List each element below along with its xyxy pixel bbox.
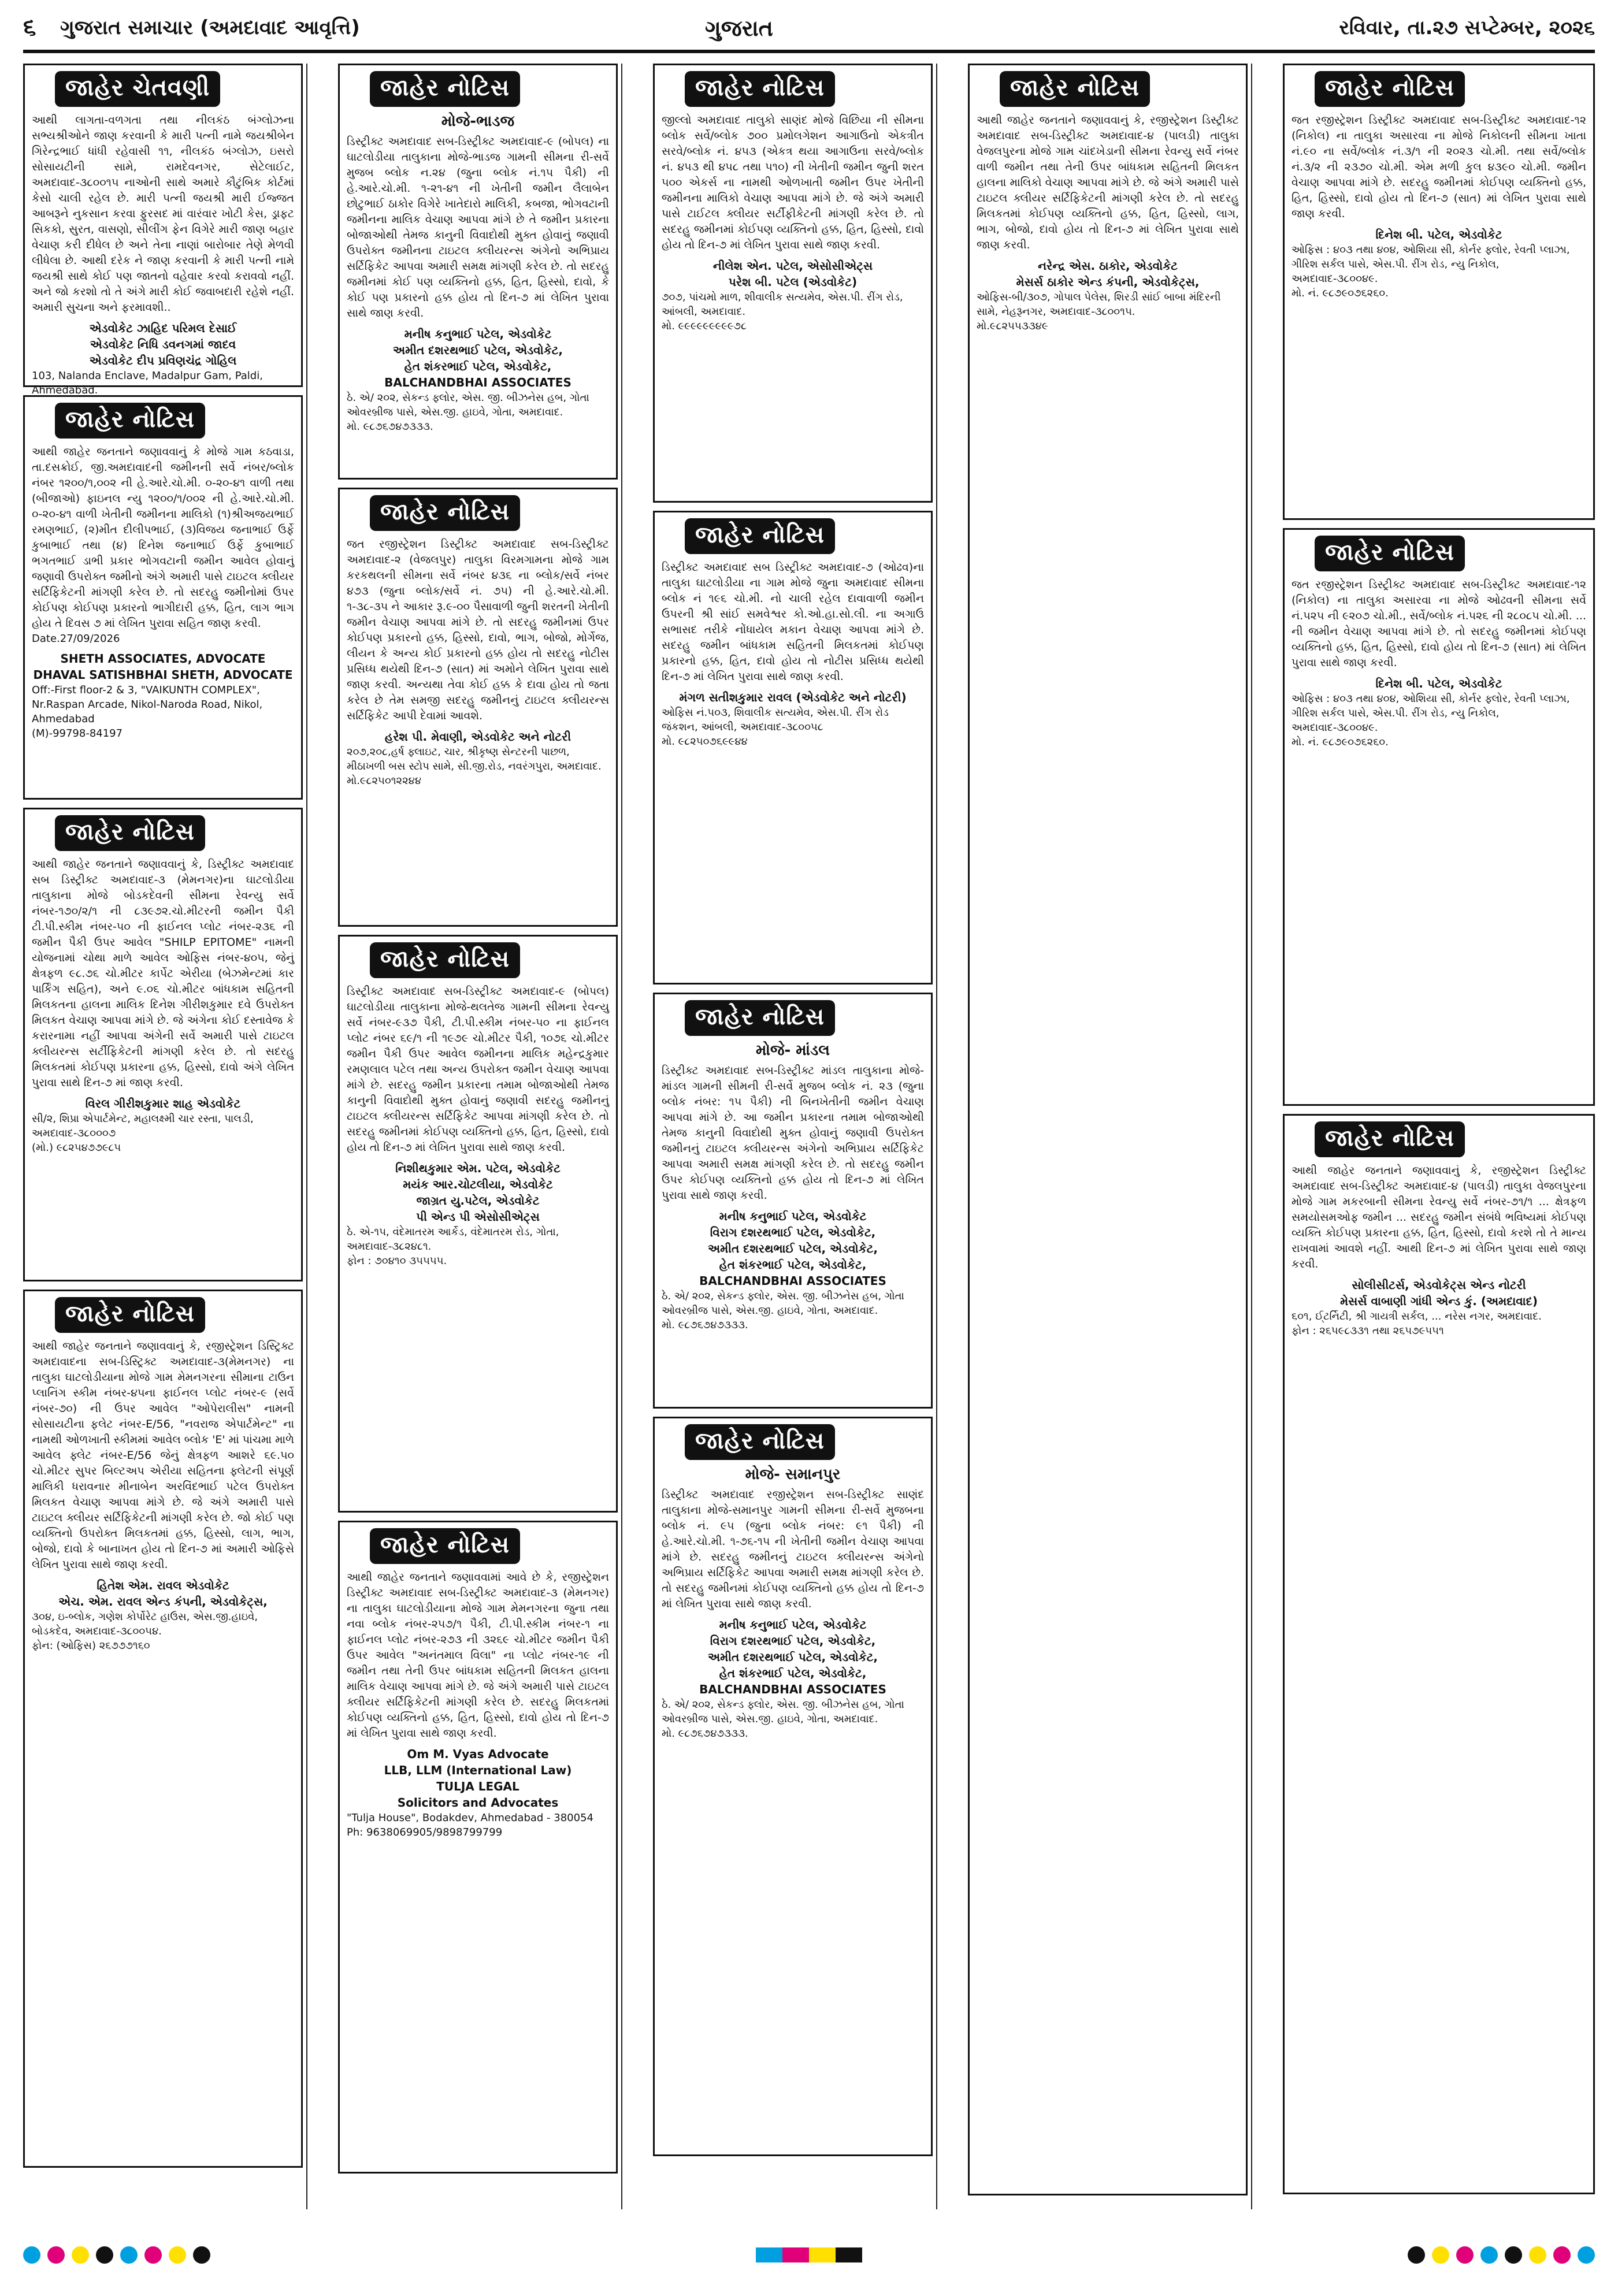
notice-body: જીલ્લો અમદાવાદ તાલુકો સાણંદ મોજે વિછિયા ની સીમના બ્લોક સર્વે/બ્લોક ૭૦૦ પ્રમોલગેશન આગાઉનો એકત્રીત સરવે/બ્લોક નં. ૪૫૩ (એકત્ર થયા આગાઉના સરવે/બ્લોક નં. ૪૫૩ થી ૪૫૮ તથા ૫૧૦) ની ખેતીની જમીન જુની શરત ૫૦૦ એકર્સ ના નામથી ઓળખાતી જમીન ઉપર ખેતીની જમીનના માલિકો વેચાણ આપવા માંગે છે. જે અંગે અમારી પાસે ટાઈટલ ક્લીયર સર્ટીફીકેટની માંગણી કરેલ છે. તો સદરહુ જમીનમાં કોઈપણ વ્યક્તિનો હક્ક, હિત, હિસ્સો, દાવો હોય તો દિન-૭ માં લેખિત પુરાવા સાથે જાણ કરવી. <box>662 114 924 251</box>
notice-signature: મનીષ કનુભાઈ પટેલ, એડવોકેટ વિરાગ દશરથભાઈ પટેલ, એડવોકેટ, અમીત દશરથભાઈ પટેલ, એડવોકેટ, હેત શંકરભાઈ પટેલ, એડવોકેટ, BALCHANDBHAI ASSOCIATES <box>699 1617 886 1696</box>
registration-dots-right <box>1408 2246 1595 2264</box>
column-3 <box>653 64 933 2209</box>
notice-body: આથી જાહેર જનતાને જણાવવામાં આવે છે કે, રજીસ્ટ્રેશન ડિસ્ટ્રીક્ટ અમદાવાદ સબ-ડિસ્ટ્રીક્ટ અમદાવાદ-૩ (મેમનગર) ના તાલુકા ઘાટલોડીયાના મોજે ગામ મેમનગરના જુના તથા નવા બ્લોક નંબર-૨૫૭/૧ પૈકી, ટી.પી.સ્કીમ નંબર-૧ ના ફાઈનલ પ્લોટ નંબર-૨૭૩ ની ૩૨૬૯ ચો.મીટર જમીન પૈકી ઉપર આવેલ "અનંતમાલ વિલા" ના પ્લોટ નંબર-૧૯ ની જમીન તથા તેની ઉપર બાંધકામ સહિતની મિલકત હાલના માલિક વેચાણ આપવા માંગે છે. જે અંગે અમારી પાસે ટાઇટલ ક્લીયર સર્ટિફિકેટની માંગણી કરેલ છે. સદરહુ મિલકતમાં કોઈપણ વ્યક્તિનો હક્ક, હિત, હિસ્સો, દાવો હોય તો દિન-૭ માં લેખિત પુરાવા સાથે જાણ કરવી. <box>347 1571 609 1740</box>
public-notice <box>653 1417 933 2156</box>
notice-address: ઓફિસ-બી/૩૦૭, ગોપાલ પેલેસ, શિરડી સાંઈ બાબા મંદિરની સામે, નેહરૂનગર, અમદાવાદ-૩૮૦૦૧૫. મો.૯૮૨૫૫૩૩૪૯ <box>977 291 1221 333</box>
notice-banner: જાહેર નોટિસ <box>55 403 205 439</box>
column-divider <box>936 64 937 2209</box>
header-rule <box>23 50 1595 53</box>
public-notice <box>968 64 1248 2195</box>
masthead <box>23 10 1595 45</box>
notice-banner: જાહેર નોટિસ <box>1315 71 1465 107</box>
column-divider <box>306 64 307 2209</box>
notice-signature: નરેન્દ્ર એસ. ઠાકોર, એડવોકેટ મેસર્સ ઠાકોર એન્ડ કંપની, એડવોકેટ્સ, <box>1016 258 1200 289</box>
column-1 <box>23 64 303 2209</box>
public-notice <box>1283 64 1595 520</box>
print-registration-marks <box>23 2238 1595 2273</box>
notice-address: "Tulja House", Bodakdev, Ahmedabad - 380054 Ph: 9638069905/9898799799 <box>347 1811 593 1838</box>
notice-banner: જાહેર નોટિસ <box>370 1528 520 1564</box>
column-5 <box>1283 64 1595 2209</box>
notice-signature: Om M. Vyas Advocate LLB, LLM (International Law) TULJA LEGAL Solicitors and Advocates <box>384 1747 572 1810</box>
notice-address: ઓફિસ : ૪૦૩ તથા ૪૦૪, ઓશિયા સી, કોર્નર ફ્લોર, રેવતી પ્લાઝા, ગીરિશ સર્કલ પાસે, એસ.પી. રીંગ રોડ, ન્યુ નિકોલ, અમદાવાદ-૩૮૦૦૪૯. મો. નં. ૯૮૭૯૦૭૬૨૬૦. <box>1292 692 1570 749</box>
public-notice <box>23 808 303 1281</box>
notice-banner: જાહેર નોટિસ <box>55 1297 205 1333</box>
notice-address: ૩૦૪, ઇ-બ્લોક, ગણેશ કોર્પોરેટ હાઉસ, એસ.જી.હાઇવે, બોડકદેવ, અમદાવાદ-૩૮૦૦૫૪. ફોન: (ઓફિસ) ૨૬૭૭૭૧૬૦ <box>32 1610 258 1652</box>
notice-banner: જાહેર નોટિસ <box>685 71 835 107</box>
notice-address: સી/૨, શિપ્રા એપાર્ટમેન્ટ, મહાલક્ષ્મી ચાર રસ્તા, પાલડી, અમદાવાદ-૩૮૦૦૦૭ (મો.) ૯૮૨૫૪૭૭૯૮૫ <box>32 1112 254 1154</box>
notice-body: આથી જાહેર જનતાને જણાવવાનું કે, ડિસ્ટ્રીક્ટ અમદાવાદ સબ ડિસ્ટ્રીક્ટ અમદાવાદ-૩ (મેમનગર)ના ઘાટલોડીયા તાલુકાના મોજે બોડકદેવની સીમના રેવન્યુ સર્વે નંબર-૧૭૦/૨/૧ ની ૮૩૯૭૨.ચો.મીટરની જમીન પૈકી ટી.પી.સ્કીમ નંબર-૫૦ ની ફાઈનલ પ્લોટ નંબર-૨૩૬ ની જમીન પૈકી ઉપર આવેલ "SHILP EPITOME" નામની યોજનામાં ચોથા માળે આવેલ ઓફિસ નંબર-૪૦૫, જેનું ક્ષેત્રફળ ૯૮.૭૬ ચો.મીટર કાર્પેટ એરીયા (બેઝમેન્ટમાં કાર પાર્કિંગ સહિત), અને ૯.૦૬ ચો.મીટર બાંધકામ સહિતની મિલકતના હાલના માલિક દિનેશ ગીરીશકુમાર દવે ઉપરોક્ત મિલકત વેચાણ આપવા માંગે છે. જે અંગેના કોઈ દસ્તાવેજ કે કરારનામા નહીં આપવા અંગેની સર્વે અમારી પાસે ટાઇટલ ક્લીયરન્સ સર્ટીફિકેટની માંગણી કરેલ છે. તો સદરહુ મિલકતમાં કોઈપણ પ્રકારના હક્ક, હિસ્સો, દાવો અંગે લેખિત પુરાવા સાથે દિન-૭ માં જાણ કરવી. <box>32 858 294 1089</box>
notice-body: ડિસ્ટ્રીક્ટ અમદાવાદ સબ-ડિસ્ટ્રીક્ટ માંડલ તાલુકાના મોજે- માંડલ ગામની સીમની રી-સર્વે મુજબ બ્લોક નં. ૨૩ (જુના બ્લોક નંબર: ૧૫ પૈકી) ની બિનખેતીની જમીન વેચાણ આપવા માંગે છે. આ જમીન પ્રકારના તમામ બોજાઓથી તેમજ કાનુની વિવાદોથી મુક્ત હોવાનું જણાવી ઉપરોક્ત જમીનનું ટાઇટલ ક્લીયરન્સ અંગેનો અભિપ્રાય સર્ટિફિકેટ આપવા અમારી સમક્ષ માંગણી કરેલ છે. તો સદરહુ જમીન ઉપર કોઈપણ વ્યક્તિનો હક્ક હોય તો દિન-૭ માં લેખિત પુરાવા સાથે જાણ કરવી. <box>662 1064 924 1202</box>
notice-body: ડિસ્ટ્રીક્ટ અમદાવાદ રજીસ્ટ્રેશન સબ-ડિસ્ટ્રીક્ટ સાણંદ તાલુકાના મોજે-સમાનપુર ગામની સીમના રી-સર્વે મુજબના બ્લોક નં. ૯૫ (જુના બ્લોક નંબર: ૯૧ પૈકી) ની હે.આરે.ચો.મી. ૧-૭૬-૧૫ ની ખેતીની જમીન વેચાણ આપવા માંગે છે. સદરહુ જમીનનું ટાઇટલ ક્લીયરન્સ અંગેનો અભિપ્રાય સર્ટિફિકેટ આપવા અમારી સમક્ષ માંગણી કરેલ છે. તો સદરહુ જમીનમાં કોઈપણ વ્યક્તિનો હક્ક હોય તો દિન-૭ માં લેખિત પુરાવા સાથે જાણ કરવી. <box>662 1488 924 1610</box>
column-4 <box>968 64 1248 2209</box>
notice-banner: જાહેર નોટિસ <box>685 1000 835 1036</box>
notice-body: આથી લાગતા-વળગતા તથા નીલકંઠ બંગ્લોઝના સભ્યશ્રીઓને જાણ કરવાની કે મારી પત્ની નામે જયશ્રીબેન ગિરેન્દ્રભાઈ ધાંધી રહેવાસી ૧૧, નીલકંઠ બંગ્લોઝ, ઇસરો સોસાયટીની સામે, રામદેવનગર, સેટેલાઈટ, અમદાવાદ-૩૮૦૦૧૫ નાઓની સાથે અમારે કૌટુંબિક કોર્ટમાં કેસો ચાલી રહેલ છે. મારી પત્ની જયશ્રી મારી ઈજ્જત આબરૂને નુકસાન કરવા ફુરસદ માં વારંવાર ખોટી કેસ, ડ્રાફટ સિકકો, સુરત, વાસણો, સીલીંગ ફેન વિગેરે મારી જાણ બહાર વેચાણ કરી દીધેલ છે અને તેના નાણાં બારોબાર તેણે મેળવી લીધેલા છે. આથી દરેક ને જાણ કરવાની કે મારી પત્ની નામે જયશ્રી સાથે કોઈ પણ જાતનો વહેવાર કરવો કરાવવો નહીં. અને જો કરશો તો તે અંગે મારી કોઈ જવાબદારી રહેશે નહીં. અમારી સુચના અને ફરમાવશી.. <box>32 114 294 314</box>
public-notice <box>338 1521 618 2174</box>
notice-body: આથી જાહેર જનતાને જણાવવાનું કે, રજીસ્ટ્રેશન ડિસ્ટ્રિક્ટ અમદાવાદના સબ-ડિસ્ટ્રિક્ટ અમદાવાદ-૩(મેમનગર) ના તાલુકા ઘાટલોડીયાના મોજે ગામ મેમનગરના સીમાના ટાઉન પ્લાનિંગ સ્કીમ નંબર-૪૫ના ફાઈનલ પ્લોટ નંબર-૯ (સર્વે નંબર-૭૦) ની ઉપર આવેલ "ઓપેરાલીસ" નામની સોસાયટીના ફલેટ નંબર-E/56, "નવરાજ એપાર્ટમેન્ટ" ના નામથી ઓળખાતી સ્કીમમાં આવેલ બ્લોક 'E' માં પાંચમા માળે આવેલ ફ્લેટ નંબર-E/56 જેનું ક્ષેત્રફળ આશરે ૬૯.૫૦ ચો.મીટર સુપર બિલ્ટઅપ એરીયા સહિતના ફ્લેટની સંપૂર્ણ માલિકી ધરાવનાર મીનાબેન અરવિંદભાઈ પટેલ ઉપરોક્ત મિલકત વેચાણ આપવા માંગે છે. જે અંગે અમારી પાસે ટાઇટલ ક્લીયર સર્ટિફિકેટની માંગણી કરેલ છે. જો કોઈ પણ વ્યક્તિનો ઉપરોક્ત મિલકતમાં હક્ક, હિસ્સો, લાગ, ભાગ, બોજો, દાવો કે બાનાખત હોય તો દિન-૭ માં અમારી ઓફિસે લેખિત પુરાવા સાથે જાણ કરવી. <box>32 1340 294 1571</box>
notice-body: ડિસ્ટ્રીક્ટ અમદાવાદ સબ-ડિસ્ટ્રીક્ટ અમદાવાદ-૯ (બોપલ) ના ઘાટલોડીયા તાલુકાના મોજે-ભાડજ ગામની સીમના રી-સર્વે મુજબ બ્લોક ન.૨૪ (જુના બ્લોક નં.૧૫ પૈકી) ની હે.આરે.ચો.મી. ૧-૨૧-૪૧ ની ખેતીની જમીન લૈલાબેન છોટુભાઈ ઠાકોર વિગેરે ખાતેદારો માલિકી, કબજા, ભોગવટાની જમીનના માલિક વેચાણ આપવા માંગે છે તે જમીન પ્રકારના બોજાઓથી તેમજ કાનુની વિવાદોથી મુક્ત હોવાનું જણાવી ઉપરોક્ત જમીનના ટાઇટલ ક્લીયરન્સ અંગેનો અભિપ્રાય સર્ટિફિકેટ આપવા અમારી સમક્ષ માંગણી કરેલ છે. તો સદરહુ જમીનમાં કોઈ પણ વ્યક્તિનો હક્ક, હિત, હિસ્સો, દાવો, કે કોઈ પણ પ્રકારનો હક્ક હોય તો દિન-૭ માં લેખિત પુરાવા સાથે જાણ કરવી. <box>347 135 609 319</box>
notice-banner: જાહેર નોટિસ <box>685 1424 835 1460</box>
notice-signature: હિતેશ એમ. રાવલ એડવોકેટ એચ. એમ. રાવલ એન્ડ કંપની, એડવોકેટ્સ, <box>58 1578 268 1608</box>
notice-subhead: મોજે- સમાનપુર <box>745 1466 841 1483</box>
public-notice <box>338 935 618 1513</box>
notice-address: 103, Nalanda Enclave, Madalpur Gam, Paldi, Ahmedabad. <box>32 369 263 396</box>
notice-signature: મનીષ કનુભાઈ પટેલ, એડવોકેટ વિરાગ દશરથભાઈ પટેલ, એડવોકેટ, અમીત દશરથભાઈ પટેલ, એડવોકેટ, હેત શંકરભાઈ પટેલ, એડવોકેટ, BALCHANDBHAI ASSOCIATES <box>699 1209 886 1288</box>
notice-signature: સોલીસીટર્સ, એડવોકેટ્સ એન્ડ નોટરી મેસર્સ વાબાણી ગાંધી એન્ડ કું. (અમદાવાદ) <box>1340 1277 1538 1308</box>
notice-address: ઠે. એ/ ૨૦૨, સેકન્ડ ફ્લોર, એસ. જી. બીઝનેસ હબ, ગોતા ઓવરબ્રીજ પાસે, એસ.જી. હાઇવે, ગોતા, અમદાવાદ. મો. ૯૮૭૬૭૪૭૩૩૩. <box>662 1698 904 1740</box>
notice-banner: જાહેર નોટિસ <box>370 495 520 531</box>
column-divider <box>621 64 622 2209</box>
public-notice <box>653 993 933 1409</box>
notice-banner: જાહેર નોટિસ <box>1000 71 1150 107</box>
notice-address: ઠે. એ/ ૨૦૨, સેકન્ડ ફ્લોર, એસ. જી. બીઝનેસ હબ, ગોતા ઓવરબ્રીજ પાસે, એસ.જી. હાઇવે, ગોતા, અમદાવાદ. મો. ૯૮૭૬૭૪૭૩૩૩. <box>347 391 589 433</box>
notice-subhead: મોજે- માંડલ <box>756 1042 830 1059</box>
notice-subhead: મોજે-ભાડજ <box>441 113 515 130</box>
notice-signature: દિનેશ બી. પટેલ, એડવોકેટ <box>1375 676 1502 690</box>
notice-signature: વિરલ ગીરીશકુમાર શાહ એડવોકેટ <box>85 1096 241 1110</box>
notice-date: Date.27/09/2026 <box>32 632 120 645</box>
registration-dots-left <box>23 2246 210 2264</box>
page-number: ૬ <box>23 14 36 40</box>
notice-signature: નીલેશ એન. પટેલ, એસોસીએટ્સ પરેશ બી. પટેલ (એડવોકેટ) <box>712 258 873 289</box>
notice-address: ઓફિસ નં.૫૦૩, શિવાલીક સત્યમેવ, એસ.પી. રીંગ રોડ જંકશન, આંબલી, અમદાવાદ-૩૮૦૦૫૮ મો. ૯૮૨૫૦૭૬૯૯૪૪ <box>662 706 889 748</box>
notice-banner: જાહેર નોટિસ <box>370 942 520 978</box>
notice-body: ડિસ્ટ્રીક્ટ અમદાવાદ સબ ડિસ્ટ્રીક્ટ અમદાવાદ-૭ (ઓઢવ)ના તાલુકા ઘાટલોડીયા ના ગામ મોજે જુના અમદાવાદ સીમના બ્લોક નં ૧૯૬ ચો.મી. નો ચાલી રહેલ દાવાવાળી જમીન ઉપરની શ્રી સાંઈ સમવેશ્વર કો.ઓ.હા.સો.લી. ના અગાઉ સભાસદ તરીકે નોંધાયેલ મકાન વેચાણ આપવા માંગે છે. સદરહુ જમીન બાંધકામ સહિતની મિલકતમાં કોઈપણ પ્રકારનો હક્ક, હિત, દાવો હોય તો નોટીસ પ્રસિધ્ધ થયેથી દિન-૭ માં લેખિત પુરાવા સાથે જાણ કરવી. <box>662 561 924 683</box>
notice-banner: જાહેર નોટિસ <box>370 71 520 107</box>
notice-body: આથી જાહેર જનતાને જણાવવાનું કે, રજીસ્ટ્રેશન ડિસ્ટ્રીક્ટ અમદાવાદ સબ-ડિસ્ટ્રીક્ટ અમદાવાદ-૪ (પાલડી) તાલુકા વેજલપુરના મોજે ગામ મકરબાની સીમના રેવન્યુ સર્વે નંબર-૭૧/૧ ... ક્ષેત્રફળ સમયોસમઓફ જમીન ... સદરહુ જમીન સંબંધે ભવિષ્યમાં કોઈપણ વ્યક્તિ કોઈપણ પ્રકારના હક્ક, હિત, હિસ્સો, દાવો કરશે તો તે માન્ય રાખવામાં આવશે નહીં. આથી દિન-૭ માં લેખિત પુરાવા સાથે જાણ કરવી. <box>1292 1164 1586 1270</box>
notice-body: જત રજીસ્ટ્રેશન ડિસ્ટ્રીક્ટ અમદાવાદ સબ-ડિસ્ટ્રીક્ટ અમદાવાદ-૧૨ (નિકોલ) ના તાલુકા અસારવા ના મોજે નિકોલની સીમના ખાતા નં.૯૦ ના સર્વે/બ્લોક નં.૩/૧ ની ૨૦૨૩ ચો.મી. તથા સર્વે/બ્લોક નં.૩/૨ ની ૨૩૭૦ ચો.મી. એમ મળી કુલ ૪૩૯૦ ચો.મી. જમીન વેચાણ આપવા માંગે છે. સદરહુ જમીનમાં કોઈપણ વ્યક્તિનો હક્ક, હિત, હિસ્સો, દાવો હોય તો દિન-૭ (સાત) માં લેખિત પુરાવા સાથે જાણ કરવી. <box>1292 114 1586 220</box>
notice-body: જત રજીસ્ટ્રેશન ડિસ્ટ્રીક્ટ અમદાવાદ સબ-ડિસ્ટ્રીક્ટ અમદાવાદ-૨ (વેજલપુર) તાલુકા વિરમગામના મોજે ગામ કરકથલની સીમના સર્વે નંબર ૪૩૬ ના બ્લોક/સર્વે નંબર ૪૭૩ (જુના બ્લોક/સર્વે નં. ૭૫) ની હે.આરે.ચો.મી. ૧-૩૮-૩૫ ને આકાર રૂ.૯-૦૦ પૈસાવાળી જુની શરતની ખેતીની જમીન વેચાણ આપવા માંગે છે. તો સદરહુ જમીનમાં ઉપર કોઈપણ પ્રકારનો હક્ક, હિસ્સો, દાવો, ભાગ, બોજો, મોર્ગેજ, લીયન કે અન્ય કોઈ પ્રકારનો હક્ક હોય તો સદરહુ નોટીસ પ્રસિધ્ધ થયેથી દિન-૭ (સાત) માં અમોને લેખિત પુરાવા સાથે જાણ કરવી. અન્યથા તેવા કોઈ હક્ક કે દાવા હોય તો જતા કરેલ છે તેમ સમજી સદરહુ જમીનનું ટાઇટલ ક્લીયરન્સ સર્ટિફિકેટ આપી દેવામાં આવશે. <box>347 538 609 722</box>
notice-banner: જાહેર નોટિસ <box>1315 1121 1465 1157</box>
notice-banner: જાહેર નોટિસ <box>1315 536 1465 571</box>
notice-signature: એડવોકેટ ઝાહિદ પરિમલ દેસાઈ એડવોકેટ નિધિ ડવનગમાં જાદવ એડવોકેટ દીપ પ્રવિણચંદ્ર ગોહિલ <box>89 321 237 367</box>
notice-signature: મનીષ કનુભાઈ પટેલ, એડવોકેટ અમીત દશરથભાઈ પટેલ, એડવોકેટ, હેત શંકરભાઈ પટેલ, એડવોકેટ, BALCHANDBHAI ASSOCIATES <box>384 326 572 389</box>
notice-body: આથી જાહેર જનતાને જણાવવાનું કે મોજે ગામ કઠવાડા, તા.દસક્રોઈ, જી.અમદાવાદની જમીનની સર્વે નંબર/બ્લોક નંબર ૧૨૦૦/૧,૦૦૨ ની હે.આરે.ચો.મી. ૦-૨૦-૪૧ વાળી તથા (બીજાઓ) ફાઇનલ ન્યુ ૧૨૦૦/૧/૦૦૨ ની હે.આરે.ચો.મી. ૦-૨૦-૪૧ વાળી ખેતીની જમીનના માલિકો (૧)શ્રીઅજયભાઈ રમણભાઈ, (૨)મીત દીલીપભાઈ, (૩)વિજય જનાભાઈ ઉર્ફે કુબાભાઈ તથા (૪) દિનેશ જનાભાઈ ઉર્ફે કુબાભાઈ ભગતભાઈ ડાભી પ્રકાર ભોગવટાની જમીન આવેલ હોવાનું જણાવી ઉપરોક્ત જમીનો અંગે અમારી પાસે ટાઇટલ ક્લીયર સર્ટિફિકેટની માંગણી કરેલ છે. તો સદરહુ જમીનોમાં ઉપર કોઈપણ કોઈપણ પ્રકારનો ભાગીદારી હક્ક, હિત, લાગ ભાગ હોય તે દિવસ ૭ માં લેખિત પુરાવા સહિત જાણ કરવી. <box>32 445 294 630</box>
notice-signature: દિનેશ બી. પટેલ, એડવોકેટ <box>1375 227 1502 242</box>
public-notice <box>653 64 933 503</box>
public-notice <box>338 64 618 480</box>
color-bar <box>756 2247 862 2262</box>
notice-address: ઠે. એ/ ૨૦૨, સેકન્ડ ફ્લોર, એસ. જી. બીઝનેસ હબ, ગોતા ઓવરબ્રીજ પાસે, એસ.જી. હાઇવે, ગોતા, અમદાવાદ. મો. ૯૮૭૬૭૪૭૩૩૩. <box>662 1290 904 1332</box>
notice-banner: જાહેર ચેતવણી <box>55 71 220 107</box>
notice-signature: હરેશ પી. મેવાણી, એડવોકેટ અને નોટરી <box>384 729 572 744</box>
column-2 <box>338 64 618 2209</box>
notice-body: આથી જાહેર જનતાને જણાવવાનું કે, રજીસ્ટ્રેશન ડિસ્ટ્રીક્ટ અમદાવાદ સબ-ડિસ્ટ્રીક્ટ અમદાવાદ-૪ (પાલડી) તાલુકા વેજલપુરના મોજે ગામ ચાંદખેડાની સીમના રેવન્યુ સર્વે નંબર વાળી જમીન તથા તેની ઉપર બાંધકામ સહિતની મિલકત હાલના માલિકો વેચાણ આપવા માંગે છે. જે અંગે અમારી પાસે ટાઇટલ ક્લીયર સર્ટિફિકેટની માંગણી કરેલ છે. તો સદરહુ મિલકતમાં કોઈપણ વ્યક્તિનો હક્ક, હિત, હિસ્સો, લાગ, ભાગ, બોજો, દાવો હોય તો દિન-૭ માં લેખિત પુરાવા સાથે જાણ કરવી. <box>977 114 1239 251</box>
notice-address: ૬૦૧, ઈ્ટર્નિટી, શ્રી ગાયત્રી સર્કલ, ... નરેસ નગર, અમદાવાદ. ફોન : ૨૬૫૯૮૩૩૧ તથા ૨૬૫૭૯૫૫૧ <box>1292 1310 1542 1337</box>
notice-address: Off:-First floor-2 & 3, "VAIKUNTH COMPLEX", Nr.Raspan Arcade, Nikol-Naroda Road, Nikol, Ahmedabad (M)-99798-84197 <box>32 683 263 740</box>
column-divider <box>1251 64 1252 2209</box>
notice-body: જત રજીસ્ટ્રેશન ડિસ્ટ્રીક્ટ અમદાવાદ સબ-ડિસ્ટ્રીક્ટ અમદાવાદ-૧૨ (નિકોલ) ના તાલુકા અસારવા ના મોજે ઓઢવની સીમના સર્વે નં.૫૨૫ ની ૯૨૦૭ ચો.મી., સર્વે/બ્લોક નં.૫૨૬ ની ૨૮૦૮૫ ચો.મી. ... ની જમીન વેચાણ આપવા માંગે છે. તો સદરહુ જમીનમાં કોઈપણ વ્યક્તિનો હક્ક, હિત, હિસ્સો, દાવો હોય તો દિન-૭ (સાત) માં લેખિત પુરાવા સાથે જાણ કરવી. <box>1292 578 1586 669</box>
notice-banner: જાહેર નોટિસ <box>685 518 835 554</box>
notice-address: ૨૦૭,૨૦૮,હર્ષ ફ્લાઇટ, ચાર, શ્રીકૃષ્ણ સેન્ટરની પાછળ, મીઠાખળી બસ સ્ટોપ સામે, સી.જી.રોડ, નવરંગપુરા, અમદાવાદ. મો.૯૮૨૫૦૧૨૨૪૪ <box>347 745 602 787</box>
public-notice <box>23 395 303 800</box>
public-warning-notice <box>23 64 303 396</box>
notice-signature: SHETH ASSOCIATES, ADVOCATE DHAVAL SATISHBHAI SHETH, ADVOCATE <box>33 651 293 682</box>
public-notice <box>653 511 933 984</box>
notice-body: ડિસ્ટ્રીક્ટ અમદાવાદ સબ-ડિસ્ટ્રીક્ટ અમદાવાદ-૯ (બોપલ) ઘાટલોડીયા તાલુકાના મોજે-થલતેજ ગામની સીમના રેવન્યુ સર્વે નંબર-૯૩૭ પૈકી, ટી.પી.સ્કીમ નંબર-૫૦ ના ફાઈનલ પ્લોટ નંબર ૬૯/૧ ની ૧૯૭૯ ચો.મીટર પૈકી, ૧૦૭૬ ચો.મીટર જમીન પૈકી ઉપર આવેલ જમીનના માલિક મહેન્દ્રકુમાર રમણલાલ પટેલ તથા અન્ય ઉપરોક્ત જમીન વેચાણ આપવા માંગે છે. સદરહુ જમીન પ્રકારના તમામ બોજાઓથી તેમજ કાનુની વિવાદોથી મુક્ત હોવાનું જણાવી સદરહુ જમીનનું ટાઇટલ ક્લીયરન્સ સર્ટિફિકેટ આપવા માંગણી કરેલ છે. તો સદરહુ જમીનમાં કોઈપણ વ્યક્તિનો હક્ક, હિત, હિસ્સો, દાવો હોય તો દિન-૭ માં લેખિત પુરાવા સાથે જાણ કરવી. <box>347 985 609 1154</box>
notice-signature: નિશીથકુમાર એમ. પટેલ, એડવોકેટ મયંક આર.ચોટલીયા, એડવોકેટ જાગ્રત યુ.પટેલ, એડવોકેટ પી એન્ડ પી એસોસીએટ્સ <box>395 1161 561 1224</box>
notice-address: ઓફિસ : ૪૦૩ તથા ૪૦૪, ઓશિયા સી, કોર્નર ફ્લોર, રેવતી પ્લાઝા, ગીરિશ સર્કલ પાસે, એસ.પી. રીંગ રોડ, ન્યુ નિકોલ, અમદાવાદ-૩૮૦૦૪૯. મો. નં. ૯૮૭૯૦૭૬૨૬૦. <box>1292 243 1570 300</box>
notice-signature: મંગળ સતીશકુમાર રાવલ (એડવોકેટ અને નોટરી) <box>679 690 907 704</box>
newspaper-name: ગુજરાત સમાચાર (અમદાવાદ આવૃત્તિ) <box>60 16 360 39</box>
public-notice <box>1283 1114 1595 2194</box>
notice-address: ૭૦૭, પાંચમો માળ, શીવાલીક સત્યમેવ, એસ.પી. રીંગ રોડ, આંબલી, અમદાવાદ. મો. ૯૯૯૯૯૯૯૯૯૭૮ <box>662 291 903 333</box>
public-notice <box>338 488 618 927</box>
dateline: રવિવાર, તા.૨૭ સપ્ટેમ્બર, ૨૦૨૬ <box>1339 16 1595 39</box>
public-notice <box>23 1290 303 2168</box>
public-notice <box>1283 528 1595 1106</box>
section-title: ગુજરાત <box>705 15 773 41</box>
notice-banner: જાહેર નોટિસ <box>55 815 205 851</box>
notice-address: ઠે. એ-૧૫, વંદેમાતરમ આર્કેડ, વંદેમાતરમ રોડ, ગોતા, અમદાવાદ-૩૮૨૪૮૧. ફોન : ૭૦૪૧૦ ૩૫૫૫૫. <box>347 1225 559 1268</box>
